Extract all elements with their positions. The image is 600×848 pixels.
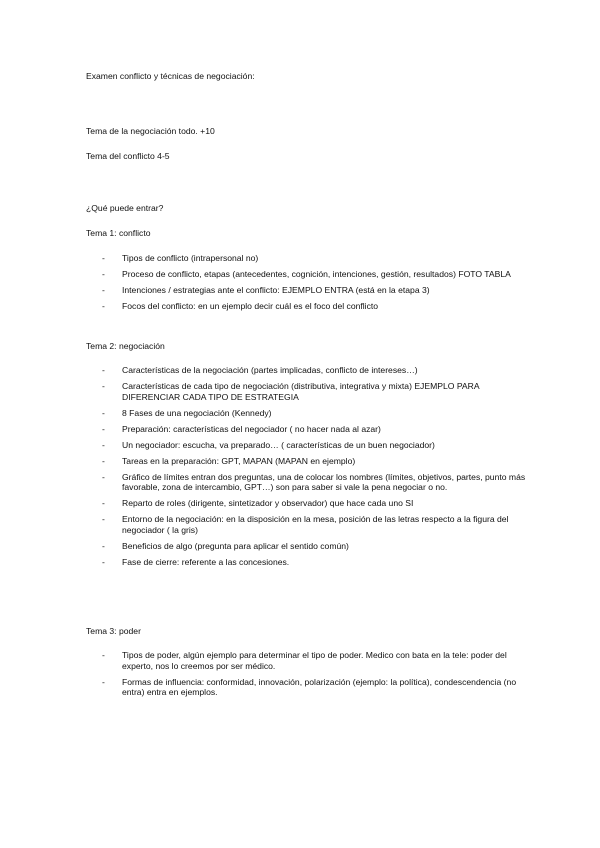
- list-item: - Formas de influencia: conformidad, innovación, polarización (ejemplo: la política), condescendencia (no entra) entra en ejemplos.: [102, 676, 517, 698]
- list-item: - Focos del conflicto: en un ejemplo decir cuál es el foco del conflicto: [102, 300, 379, 311]
- list-item: - Reparto de roles (dirigente, sintetizador y observador) que hace cada uno SI: [102, 498, 414, 509]
- list-item: - Características de la negociación (partes implicadas, conflicto de intereses…): [102, 365, 418, 375]
- list-item: - Entorno de la negociación: en la disposición en la mesa, posición de las letras respecto a la figura del negociador ( la gris): [102, 514, 509, 535]
- tema2-list: [86, 365, 526, 573]
- list-item: - Proceso de conflicto, etapas (antecedentes, cognición, intenciones, gestión, resultados) FOTO TABLA: [102, 268, 511, 279]
- bullet-dash: -: [102, 380, 105, 391]
- list-item: - Tareas en la preparación: GPT, MAPAN (MAPAN en ejemplo): [102, 455, 356, 466]
- bullet-dash: -: [102, 423, 105, 434]
- tema1-list: [86, 253, 526, 317]
- bullet-dash: -: [102, 540, 105, 551]
- list-item: - Un negociador: escucha, va preparado… ( características de un buen negociador): [102, 439, 435, 450]
- list-item: - Tipos de poder, algún ejemplo para determinar el tipo de poder. Medico con bata en la tele: poder del experto, nos lo creemos por ser médico.: [102, 650, 507, 671]
- tema1-heading: Tema 1: conflicto: [86, 228, 151, 238]
- tema2-heading: Tema 2: negociación: [86, 341, 165, 351]
- bullet-dash: -: [102, 253, 105, 263]
- bullet-dash: -: [102, 471, 105, 482]
- list-item: - Tipos de conflicto (intrapersonal no): [102, 253, 259, 263]
- weight-conflicto: Tema del conflicto 4-5: [86, 151, 170, 161]
- list-item: - Beneficios de algo (pregunta para aplicar el sentido común): [102, 540, 349, 551]
- list-item: - 8 Fases de una negociación (Kennedy): [102, 407, 272, 418]
- bullet-dash: -: [102, 556, 105, 567]
- question-heading: ¿Qué puede entrar?: [86, 203, 164, 213]
- bullet-dash: -: [102, 439, 105, 450]
- bullet-dash: -: [102, 407, 105, 418]
- list-item: - Preparación: características del negociador ( no hacer nada al azar): [102, 423, 381, 434]
- bullet-dash: -: [102, 650, 105, 660]
- list-item: - Características de cada tipo de negociación (distributiva, integrativa y mixta) EJEMPLO PARA DIFERENCIAR CADA TIPO DE ESTRATEGIA: [102, 380, 480, 402]
- tema3-list: [86, 650, 526, 703]
- tema3-heading: Tema 3: poder: [86, 626, 141, 636]
- list-item: - Intenciones / estrategias ante el conflicto: EJEMPLO ENTRA (está en la etapa 3): [102, 284, 430, 295]
- bullet-dash: -: [102, 268, 105, 279]
- bullet-dash: -: [102, 455, 105, 466]
- bullet-dash: -: [102, 498, 105, 509]
- bullet-dash: -: [102, 300, 105, 311]
- document-title: Examen conflicto y técnicas de negociación:: [86, 71, 255, 81]
- list-item: - Fase de cierre: referente a las concesiones.: [102, 556, 290, 567]
- bullet-dash: -: [102, 514, 105, 525]
- bullet-dash: -: [102, 284, 105, 295]
- list-item: - Gráfico de límites entran dos preguntas, una de colocar los nombres (límites, objetivos, partes, punto más favorable, zona de intercambio, GPT…) son para saber si vale la pena negociar o no.: [102, 471, 526, 493]
- weight-negociacion: Tema de la negociación todo. +10: [86, 126, 215, 136]
- bullet-dash: -: [102, 676, 105, 687]
- bullet-dash: -: [102, 365, 105, 375]
